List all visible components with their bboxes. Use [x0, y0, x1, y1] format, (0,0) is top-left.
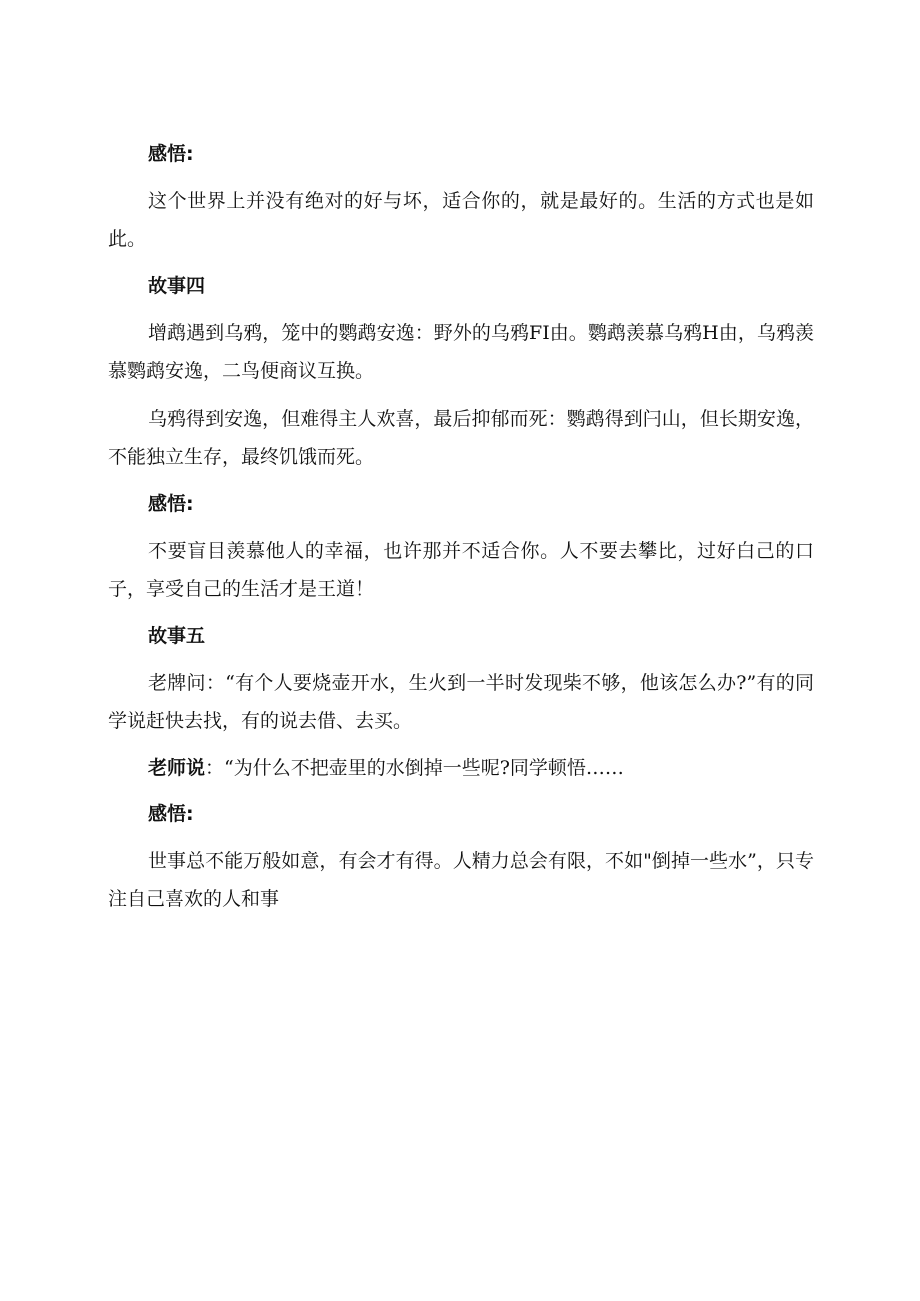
story-five-paragraph-1: 老牌问：“有个人要烧壶开水，生火到一半时发现柴不够，他该怎么办?”有的同学说赶快去找，有的说去借、去买。: [108, 672, 814, 732]
teacher-says-label: 老师说: [148, 757, 206, 779]
insight-heading-3: 感悟:: [148, 803, 194, 825]
story-four-heading: 故事四: [148, 275, 206, 297]
insight-text-3: 世事总不能万般如意，有会才有得。人精力总会有限，不如"倒掉一些水”，只专注自己喜欢的人和事: [108, 850, 814, 910]
insight-text-2: 不要盲目羡慕他人的幸福，也许那并不适合你。人不要去攀比，过好白己的口子，享受自己的生活才是王道！: [108, 540, 814, 600]
story-five-heading: 故事五: [148, 625, 206, 647]
story-four-paragraph-2: 乌鸦得到安逸，但难得主人欢喜，最后抑郁而死：鹦鹉得到闩山，但长期安逸，不能独立生存，最终饥饿而死。: [108, 408, 814, 468]
insight-heading-2: 感悟:: [148, 493, 194, 515]
document-body: [108, 136, 814, 928]
insight-text-1: 这个世界上并没有绝对的好与坏，适合你的，就是最好的。生活的方式也是如此。: [108, 190, 814, 250]
insight-heading-1: 感悟:: [148, 143, 194, 165]
story-four-paragraph-1: 增鹉遇到乌鸦，笼中的鹦鹉安逸：野外的乌鸦FI由。鹦鹉羡慕乌鸦H由，乌鸦羡慕鹦鹉安逸，二鸟便商议互换。: [108, 322, 814, 382]
teacher-says-line: [108, 750, 814, 786]
teacher-says-text: ：“为什么不把壶里的水倒掉一些呢?同学顿悟……: [205, 757, 624, 779]
